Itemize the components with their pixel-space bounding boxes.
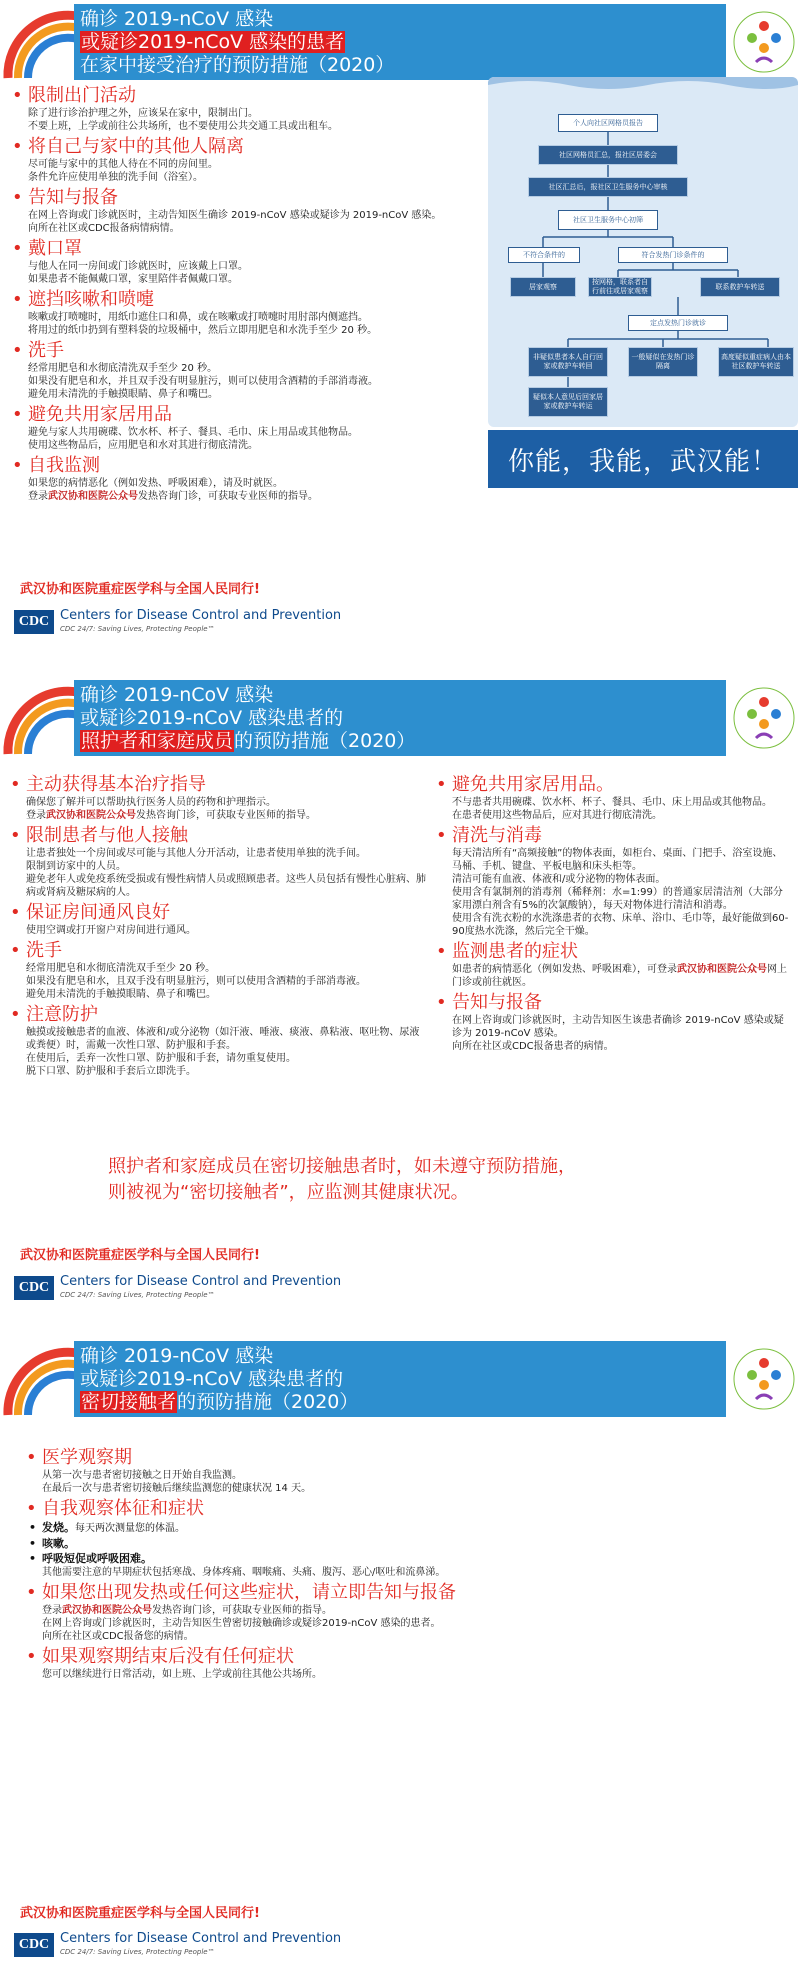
section-heading: • 限制出门活动	[28, 85, 468, 107]
section-text: 避免与家人共用碗碟、饮水杯、杯子、餐具、毛巾、床上用品或其他物品。	[28, 427, 358, 438]
flow-node: 非疑似患者本人自行回家或救护车转回	[528, 347, 608, 377]
cdc-tagline: CDC 24/7: Saving Lives, Protecting People™	[60, 1948, 215, 1956]
section-text: 在最后一次与患者密切接触后继续监测您的健康状况 14 天。	[42, 1483, 312, 1494]
section-text: 清洁可能有血液、体液和/或分泌物的物体表面。	[452, 874, 666, 885]
section-heading: • 自我观察体征和症状	[42, 1498, 742, 1520]
title-line-2: 或疑诊2019-nCoV 感染患者的	[80, 1368, 344, 1390]
icu-logo	[730, 680, 798, 756]
section-text-highlight: 如患者的病情恶化（例如发热、呼吸困难），可登录武汉协和医院公众号网上门诊或前往就医。	[452, 964, 787, 988]
section-text: 与他人在同一房间或门诊就医时，应该戴上口罩。	[28, 261, 248, 272]
section-heading: • 主动获得基本治疗指导	[26, 774, 426, 796]
section-heading: • 遮挡咳嗽和喷嚏	[28, 289, 468, 311]
home-care-list	[28, 85, 468, 503]
section-text: 您可以继续进行日常活动，如上班、上学或前往其他公共场所。	[42, 1669, 322, 1680]
flow-node: 不符合条件的	[508, 247, 580, 263]
section-heading: • 监测患者的症状	[452, 941, 792, 963]
section-text: 避免用未清洗的手触摸眼睛、鼻子和嘴巴。	[26, 989, 216, 1000]
section-heading: • 告知与报备	[452, 992, 792, 1014]
section-text: 从第一次与患者密切接触之日开始自我监测。	[42, 1470, 242, 1481]
cdc-logo	[14, 1274, 344, 1304]
section-text: 让患者独处一个房间或尽可能与其他人分开活动，让患者使用单独的洗手间。	[26, 848, 366, 859]
section-text: 使用含有洗衣粉的水洗涤患者的衣物、床单、浴巾、毛巾等，最好能做到60-90度热水洗涤，然后完全干燥。	[452, 913, 789, 937]
cdc-name: Centers for Disease Control and Prevention	[60, 1931, 342, 1946]
section-heading: • 避免共用家居用品	[28, 404, 468, 426]
section-text: 向所在社区或CDC报备患者的病情。	[452, 1041, 614, 1052]
title-line-2: 或疑诊2019-nCoV 感染的患者	[81, 31, 345, 53]
title-bar	[74, 4, 726, 80]
section-text: 如果您的病情恶化（例如发热、呼吸困难），请及时就医。	[28, 478, 283, 489]
section-heading: • 如果观察期结束后没有任何症状	[42, 1646, 742, 1668]
icu-logo	[730, 1341, 798, 1417]
section-text: 将用过的纸巾扔到有塑料袋的垃圾桶中，然后立即用肥皂和水洗手至少 20 秒。	[28, 325, 378, 336]
title-bar	[74, 680, 726, 756]
section-text: 如果患者不能佩戴口罩，家里陪伴者佩戴口罩。	[28, 274, 238, 285]
title-line-1: 确诊 2019-nCoV 感染	[80, 684, 274, 706]
flow-node: 疑似本人意见后回家居家或救护车转运	[528, 387, 608, 417]
flow-node: 联系救护车转送	[700, 277, 780, 297]
section-text: 在使用后，丢弃一次性口罩、防护服和手套，请勿重复使用。	[26, 1053, 296, 1064]
cdc-logo	[14, 608, 344, 638]
title-line-3: 在家中接受治疗的预防措施（2020）	[80, 54, 395, 76]
flow-node: 社区卫生服务中心初筛	[558, 210, 658, 230]
cdc-logo	[14, 1931, 344, 1961]
section-heading: • 避免共用家居用品。	[452, 774, 792, 796]
section-heading: • 注意防护	[26, 1004, 426, 1026]
section-text-highlight: 登录武汉协和医院公众号发热咨询门诊，可获取专业医师的指导。	[42, 1605, 332, 1616]
section-text: 除了进行诊治护理之外，应该呆在家中，限制出门。	[28, 108, 258, 119]
flow-node: 个人向社区网格员报告	[558, 114, 658, 132]
caregiver-left-list	[26, 774, 426, 1078]
section-heading: • 保证房间通风良好	[26, 902, 426, 924]
section-text-highlight: 登录武汉协和医院公众号发热咨询门诊，可获取专业医师的指导。	[26, 810, 316, 821]
section-text: 条件允许应使用单独的洗手间（浴室）。	[28, 172, 203, 183]
section-heading: • 限制患者与他人接触	[26, 825, 426, 847]
hospital-slogan: 武汉协和医院重症医学科与全国人民同行!	[20, 582, 260, 597]
section-text: 不要上班，上学或前往公共场所，也不要使用公共交通工具或出租车。	[28, 121, 338, 132]
section-text: 使用含有氯制剂的消毒剂（稀释剂：水=1:99）的普通家居清洁剂（大部分家用漂白剂含有5%的次氯酸钠），每天对物体进行清洁和消毒。	[452, 887, 783, 911]
title-bar	[74, 1341, 726, 1417]
section-text: 在网上咨询或门诊就医时，主动告知医生曾密切接触确诊或疑诊2019-nCoV 感染的患者。	[42, 1618, 441, 1629]
flow-node: 一般疑似在发热门诊隔离	[628, 347, 698, 377]
slide-close-contacts	[0, 1337, 800, 1967]
title-line-1: 确诊 2019-nCoV 感染	[80, 1345, 274, 1367]
section-text: 咳嗽或打喷嚏时，用纸巾遮住口和鼻，或在咳嗽或打喷嚏时用肘部内侧遮挡。	[28, 312, 368, 323]
section-text: 触摸或接触患者的血液、体液和/或分泌物（如汗液、唾液、痰液、鼻粘液、呕吐物、尿液或粪便）时，需戴一次性口罩、防护服和手套。	[26, 1027, 420, 1051]
section-heading: • 洗手	[26, 940, 426, 962]
section-text-highlight: 登录武汉协和医院公众号发热咨询门诊，可获取专业医师的指导。	[28, 491, 318, 502]
section-text: 每天清洁所有“高频接触”的物体表面，如柜台、桌面、门把手、浴室设施、马桶、手机、键盘、平板电脑和床头柜等。	[452, 848, 783, 872]
section-heading: • 戴口罩	[28, 238, 468, 260]
section-text: 在网上咨询或门诊就医时，主动告知医生该患者确诊 2019-nCoV 感染或疑诊为 2019-nCoV 感染。	[452, 1015, 784, 1039]
section-text: 如果没有肥皂和水，并且双手没有明显脏污，则可以使用含酒精的手部消毒液。	[28, 376, 378, 387]
close-contact-list	[42, 1447, 742, 1681]
cdc-abbr: CDC	[14, 1276, 54, 1300]
reporting-flowchart	[488, 77, 798, 427]
title-line-2: 或疑诊2019-nCoV 感染患者的	[80, 707, 344, 729]
symptom-breathing: • 呼吸短促或呼吸困难。	[42, 1551, 742, 1566]
section-text: 在网上咨询或门诊就医时，主动告知医生确诊 2019-nCoV 感染或疑诊为 2019-nCoV 感染。	[28, 210, 442, 221]
cdc-abbr: CDC	[14, 610, 54, 634]
slide-home-care-patients	[0, 0, 800, 660]
section-text: 限制到访家中的人员。	[26, 861, 126, 872]
section-text: 避免老年人或免疫系统受损或有慢性病情人员或照顾患者。这些人员包括有慢性心脏病、肺病或肾病及糖尿病的人。	[26, 874, 426, 898]
section-text: 在患者使用这些物品后，应对其进行彻底清洗。	[452, 810, 662, 821]
section-text: 避免用未清洗的手触摸眼睛、鼻子和嘴巴。	[28, 389, 218, 400]
flow-node: 高度疑似重症病人由本社区救护车转送	[718, 347, 794, 377]
symptom-cough: • 咳嗽。	[42, 1536, 742, 1551]
title-line-1: 确诊 2019-nCoV 感染	[80, 8, 274, 30]
hospital-slogan: 武汉协和医院重症医学科与全国人民同行!	[20, 1248, 260, 1263]
flow-node: 社区汇总后，报社区卫生服务中心审核	[528, 177, 688, 197]
section-text: 脱下口罩、防护服和手套后立即洗手。	[26, 1066, 196, 1077]
section-text: 使用这些物品后，应用肥皂和水对其进行彻底清洗。	[28, 440, 258, 451]
section-text: 尽可能与家中的其他人待在不同的房间里。	[28, 159, 218, 170]
section-heading: • 清洗与消毒	[452, 825, 792, 847]
symptom-fever: • 发烧。每天两次测量您的体温。	[42, 1520, 742, 1536]
section-text: 向所在社区或CDC报备病情病情。	[28, 223, 180, 234]
section-text: 使用空调或打开窗户对房间进行通风。	[26, 925, 196, 936]
section-text: 不与患者共用碗碟、饮水杯、杯子、餐具、毛巾、床上用品或其他物品。	[452, 797, 772, 808]
slogan-banner: 你能，我能，武汉能！	[488, 430, 798, 488]
section-heading: • 将自己与家中的其他人隔离	[28, 136, 468, 158]
section-text: 经常用肥皂和水彻底清洗双手至少 20 秒。	[28, 363, 218, 374]
caregiver-right-list	[452, 774, 792, 1053]
close-contact-warning	[108, 1154, 708, 1206]
cdc-tagline: CDC 24/7: Saving Lives, Protecting People™	[60, 625, 215, 633]
section-text: 向所在社区或CDC报备您的病情。	[42, 1631, 194, 1642]
section-text: 如果没有肥皂和水，且双手没有明显脏污，则可以使用含酒精的手部消毒液。	[26, 976, 366, 987]
flow-node: 定点发热门诊就诊	[628, 315, 728, 331]
cdc-name: Centers for Disease Control and Prevention	[60, 608, 342, 623]
flow-node: 居家观察	[510, 277, 576, 297]
section-heading: • 自我监测	[28, 455, 468, 477]
section-text: 确保您了解并可以帮助执行医务人员的药物和护理指示。	[26, 797, 276, 808]
cdc-name: Centers for Disease Control and Prevention	[60, 1274, 342, 1289]
cdc-abbr: CDC	[14, 1933, 54, 1957]
section-heading: • 告知与报备	[28, 187, 468, 209]
warning-line-1: 照护者和家庭成员在密切接触患者时，如未遵守预防措施，	[108, 1156, 576, 1177]
title-line-3: 密切接触者的预防措施（2020）	[81, 1391, 359, 1413]
flow-node: 社区网格员汇总，报社区居委会	[538, 145, 678, 165]
icu-logo	[730, 4, 798, 80]
title-line-3: 照护者和家庭成员的预防措施（2020）	[81, 730, 416, 752]
section-heading: • 洗手	[28, 340, 468, 362]
warning-line-2: 则被视为“密切接触者”，应监测其健康状况。	[108, 1182, 469, 1203]
section-text: 其他需要注意的早期症状包括寒战、身体疼痛、咽喉痛、头痛、腹泻、恶心/呕吐和流鼻涕。	[42, 1567, 446, 1578]
section-text: 经常用肥皂和水彻底清洗双手至少 20 秒。	[26, 963, 216, 974]
slide-caregivers	[0, 676, 800, 1316]
section-heading: • 医学观察期	[42, 1447, 742, 1469]
flow-node: 按网格，联系者自行前往或居家观察	[588, 277, 652, 297]
flow-node: 符合发热门诊条件的	[618, 247, 728, 263]
cdc-tagline: CDC 24/7: Saving Lives, Protecting People™	[60, 1291, 215, 1299]
section-heading: • 如果您出现发热或任何这些症状，请立即告知与报备	[42, 1582, 742, 1604]
hospital-slogan: 武汉协和医院重症医学科与全国人民同行!	[20, 1906, 260, 1921]
